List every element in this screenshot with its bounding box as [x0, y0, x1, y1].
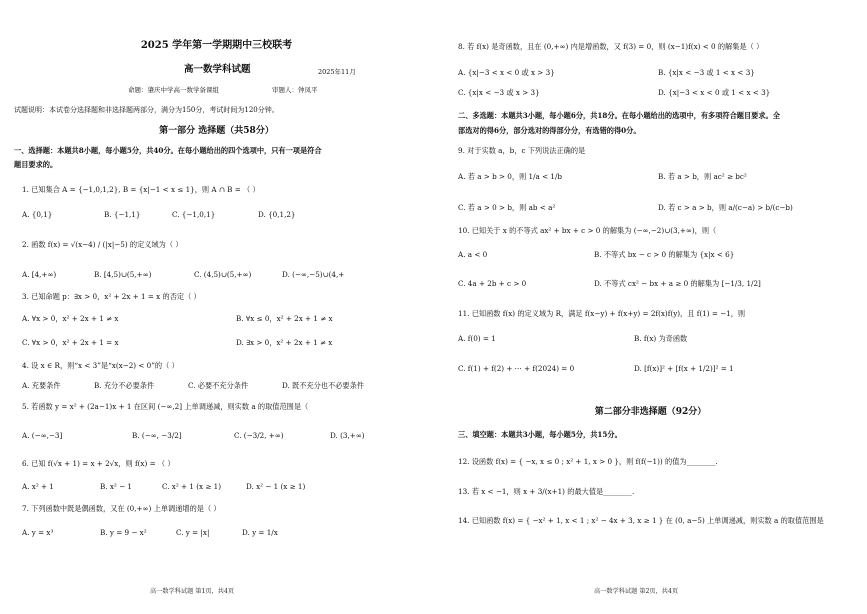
question-1: 1. 已知集合 A = {−1,0,1,2}, B = {x|−1 < x ≤ 1}，则 A ∩ B = （ ） [22, 185, 260, 194]
q5-option-a: A. (−∞,−3] [22, 431, 63, 440]
q10-option-a: A. a < 0 [458, 250, 488, 259]
q6-option-d: D. x² − 1 (x ≥ 1) [246, 482, 306, 491]
instructions: 试题说明：本试卷分选择题和非选择题两部分，满分为150分，考试时间为120分钟。 [14, 106, 279, 114]
q6-option-b: B. x² − 1 [100, 482, 132, 491]
q6-option-c: C. x² + 1 (x ≥ 1) [162, 482, 222, 491]
q8-option-c: C. {x|x < −3 或 x > 3} [458, 88, 540, 97]
q7-option-d: D. y = 1/x [242, 528, 278, 537]
section1-heading-line1: 一、选择题：本题共8小题，每小题5分，共40分。在每小题给出的四个选项中，只有一项是符合 [14, 146, 322, 155]
author-line: 命题：肇庆中学高一数学备课组 [128, 86, 219, 94]
q6-option-a: A. x² + 1 [22, 482, 54, 491]
question-8: 8. 若 f(x) 是奇函数，且在 (0,+∞) 内是增函数，又 f(3) = 0，则 (x−1)f(x) < 0 的解集是（ ） [458, 42, 764, 51]
q8-option-a: A. {x|−3 < x < 0 或 x > 3} [458, 68, 555, 77]
q7-option-c: C. y = |x| [176, 528, 210, 537]
q10-option-c: C. 4a + 2b + c > 0 [458, 279, 527, 288]
q9-option-d: D. 若 c > a > b，则 a/(c−a) > b/(c−b) [658, 203, 793, 212]
section2-heading-line2: 部选对的得6分，部分选对的得部分分，有选错的得0分。 [458, 126, 641, 135]
q4-option-c: C. 必要不充分条件 [188, 381, 249, 390]
q2-option-d: D. (−∞,−5)∪(4,+ [282, 270, 345, 279]
exam-date: 2025年11月 [318, 68, 356, 76]
q11-option-d: D. [f(x)]² + [f(x + 1/2)]² = 1 [634, 364, 734, 373]
q7-option-a: A. y = x³ [22, 528, 54, 537]
question-14: 14. 已知函数 f(x) = { −x² + 1, x < 1 ; x² − 4x + 3, x ≥ 1 } 在 (0, a−5) 上单调递减，则实数 a 的取值范围是 [458, 516, 824, 525]
q8-option-d: D. {x|−3 < x < 0 或 1 < x < 3} [658, 88, 771, 97]
question-12: 12. 设函数 f(x) = { −x, x ≤ 0 ; x² + 1, x > 0 }，则 f(f(−1)) 的值为________. [458, 457, 718, 466]
section2-heading-line1: 二、多选题：本题共3小题，每小题6分，共18分。在每小题给出的选项中，有多项符合题目要求。全 [458, 111, 780, 120]
q10-option-b: B. 不等式 bx − c > 0 的解集为 {x|x < 6} [594, 250, 735, 259]
q11-option-a: A. f(0) = 1 [458, 334, 496, 343]
q5-option-c: C. (−3/2, +∞) [234, 431, 284, 440]
question-3: 3. 已知命题 p：∃x > 0，x² + 2x + 1 = x 的否定（ ） [22, 292, 201, 301]
part2-title: 第二部分非选择题（92分） [594, 407, 707, 417]
q1-option-b: B. {−1,1} [104, 210, 141, 219]
question-7: 7. 下列函数中既是偶函数，又在 (0,+∞) 上单调递增的是（ ） [22, 504, 221, 513]
q8-option-b: B. {x|x < −3 或 1 < x < 3} [658, 68, 755, 77]
question-4: 4. 设 x ∈ R，则“x < 3”是“x(x−2) < 0”的（ ） [22, 361, 179, 370]
q3-option-c: C. ∀x > 0，x² + 2x + 1 = x [22, 338, 119, 347]
part1-title: 第一部分 选择题（共58分） [159, 126, 274, 136]
question-6: 6. 已知 f(√x + 1) = x + 2√x，则 f(x) = （ ） [22, 459, 175, 468]
question-5: 5. 若函数 y = x² + (2a−1)x + 1 在区间 (−∞,2] 上单调递减，则实数 a 的取值范围是（ [22, 402, 309, 411]
q10-option-d: D. 不等式 cx² − bx + a ≥ 0 的解集为 [−1/3, 1/2] [594, 279, 761, 288]
question-10: 10. 已知关于 x 的不等式 ax² + bx + c > 0 的解集为 (−∞,−2)∪(3,+∞)，则（ [458, 226, 717, 235]
question-2: 2. 函数 f(x) = √(x−4) / (|x|−5) 的定义域为（ ） [22, 240, 183, 249]
q9-option-b: B. 若 a > b，则 ac² ≥ bc² [658, 172, 747, 181]
q1-option-d: D. {0,1,2} [258, 210, 296, 219]
q2-option-b: B. [4,5)∪(5,+∞) [94, 270, 152, 279]
page-1 [0, 0, 433, 614]
page-1-footer: 高一数学科试题 第1页，共4页 [150, 588, 235, 595]
section3-heading: 三、填空题：本题共3小题，每小题5分，共15分。 [458, 430, 622, 439]
page-2-footer: 高一数学科试题 第2页，共4页 [594, 588, 679, 595]
q4-option-d: D. 既不充分也不必要条件 [282, 381, 364, 390]
q3-option-b: B. ∀x ≤ 0，x² + 2x + 1 ≠ x [236, 314, 333, 323]
q3-option-a: A. ∀x > 0，x² + 2x + 1 ≠ x [22, 314, 119, 323]
question-9: 9. 对于实数 a，b，c 下列说法正确的是 [458, 146, 586, 155]
exam-title: 2025 学年第一学期期中三校联考 [140, 40, 293, 51]
q4-option-a: A. 充要条件 [22, 381, 61, 390]
exam-subtitle: 高一数学科试题 [184, 64, 251, 75]
q4-option-b: B. 充分不必要条件 [94, 381, 155, 390]
q9-option-c: C. 若 a > 0 > b，则 ab < a² [458, 203, 556, 212]
question-13: 13. 若 x < −1，则 x + 3/(x+1) 的最大值是________. [458, 487, 635, 496]
question-11: 11. 已知函数 f(x) 的定义域为 R，满足 f(x−y) + f(x+y) = 2f(x)f(y)，且 f(1) = −1，则 [458, 309, 746, 318]
q7-option-b: B. y = 9 − x² [100, 528, 147, 537]
q2-option-c: C. (4,5)∪(5,+∞) [194, 270, 252, 279]
q1-option-a: A. {0,1} [22, 210, 53, 219]
reviewer-line: 审题人：钟凤平 [272, 86, 318, 94]
section1-heading-line2: 题目要求的。 [14, 160, 58, 169]
q11-option-c: C. f(1) + f(2) + ⋯ + f(2024) = 0 [458, 364, 575, 373]
q3-option-d: D. ∃x > 0，x² + 2x + 1 ≠ x [236, 338, 333, 347]
q9-option-a: A. 若 a > b > 0，则 1/a < 1/b [458, 172, 563, 181]
page-2 [434, 0, 867, 614]
q2-option-a: A. [4,+∞) [22, 270, 57, 279]
q11-option-b: B. f(x) 为奇函数 [634, 334, 688, 343]
q1-option-c: C. {−1,0,1} [172, 210, 216, 219]
q5-option-b: B. (−∞, −3/2] [132, 431, 182, 440]
q5-option-d: D. (3,+∞) [330, 431, 365, 440]
